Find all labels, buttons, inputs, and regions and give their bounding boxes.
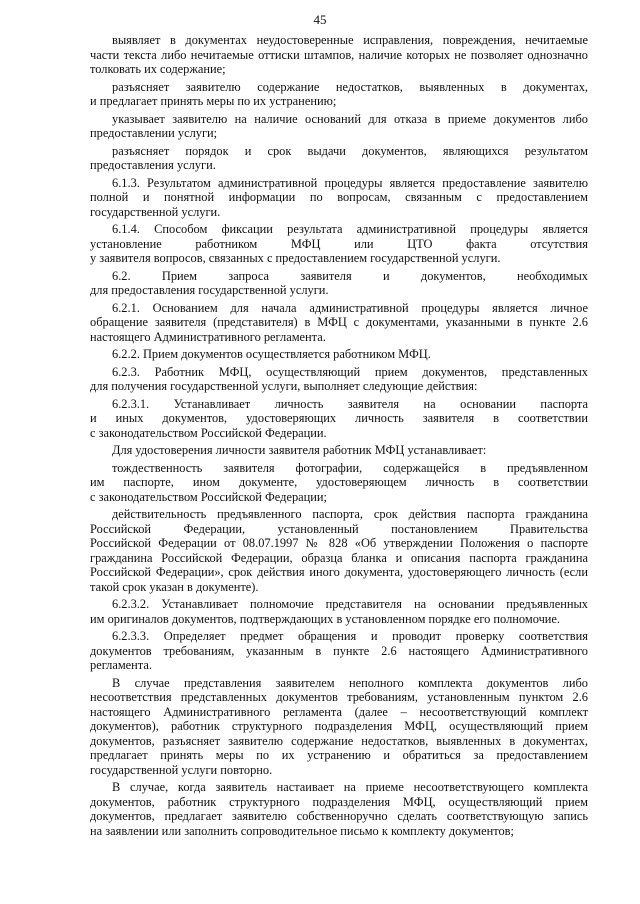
text-line: Российской Федерации, установленный постановлением Правительства [90, 521, 588, 536]
text-line: для предоставления государственной услуги. [90, 283, 329, 297]
text-line: документов, работник структурного подразделения МФЦ, осуществляющий прием [90, 794, 588, 809]
text-line: части текста либо нечитаемые оттиски штампов, наличие которых не позволяет однозначно [90, 47, 588, 62]
page-number: 45 [313, 12, 327, 27]
text-line: разъясняет заявителю содержание недостатков, выявленных в документах, [112, 79, 588, 94]
text-line: государственной услуги повторно. [90, 762, 273, 777]
text-line: Российской Федерации от 08.07.1997 № 828 «Об утверждении Положения о паспорте [90, 536, 588, 550]
text-line: установление работником МФЦ или ЦТО факта отсутствия [90, 236, 588, 251]
text-line: В случае, когда заявитель настаивает на приеме несоответствующего комплекта [112, 780, 588, 794]
text-line: 6.2.3.3. Определяет предмет обращения и проводит проверку соответствия [112, 629, 588, 643]
text-line: выявляет в документах неудостоверенные исправления, повреждения, нечитаемые [112, 33, 588, 47]
text-line: документов), работник структурного подразделения МФЦ, осуществляющий прием [90, 719, 588, 733]
text-line: 6.1.4. Способом фиксации результата административной процедуры является [112, 222, 588, 236]
text-line: разъясняет порядок и срок выдачи документов, являющихся результатом [112, 143, 588, 158]
text-line: документов, разъясняет заявителю содержание недостатков, выявленных в документах, [90, 733, 588, 748]
text-line: Для удостоверения личности заявителя работник МФЦ устанавливает: [112, 443, 487, 457]
text-line: указывает заявителю на наличие оснований для отказа в приеме документов либо [112, 111, 588, 126]
text-line: им паспорте, ином документе, удостоверяющем личность в соответствии [90, 475, 588, 489]
text-line: им оригиналов документов, подтверждающих в установленном порядке его полномочие. [90, 611, 561, 626]
text-line: на заявлении или заполнить сопроводительное письмо к комплекту документов; [90, 823, 514, 838]
text-line: 6.2. Прием запроса заявителя и документов, необходимых [112, 268, 588, 283]
text-line: полной и понятной информации по вопросам, связанным с предоставлением [90, 190, 588, 204]
text-line: и иных документов, удостоверяющих личность заявителя в соответствии [90, 411, 588, 425]
text-line: у заявителя вопросов, связанных с предоставлением государственной услуги. [90, 251, 501, 265]
text-line: предлагает принять меры по их устранению и обратиться за предоставлением [90, 748, 588, 762]
text-line: тождественность заявителя фотографии, содержащейся в предъявленном [112, 460, 588, 475]
text-line: 6.1.3. Результатом административной процедуры является предоставление заявителю [112, 175, 588, 190]
text-line: Российской Федерации», срок действия иного документа, удостоверяющего личность (если [90, 565, 588, 579]
text-line: с законодательством Российской Федерации; [90, 489, 327, 504]
text-line: обращение заявителя (представителя) в МФЦ с документами, указанными в пункте 2.6 [90, 315, 588, 329]
text-line: с законодательством Российской Федерации. [90, 425, 327, 440]
text-line: 6.2.3. Работник МФЦ, осуществляющий прием документов, представленных [112, 364, 588, 379]
text-line: 6.2.3.2. Устанавливает полномочие представителя на основании предъявленных [112, 597, 588, 611]
text-line: государственной услуги. [90, 204, 221, 219]
text-line: регламента. [90, 658, 152, 672]
text-line: документов требованиям, указанным в пункте 2.6 настоящего Административного [90, 643, 588, 658]
text-line: документов, предлагает заявителю собственноручно сделать соответствующую запись [90, 809, 588, 823]
text-line: несоответствия представленных документов требованиям, установленным пунктом 2.6 [90, 690, 588, 704]
text-line: толковать их содержание; [90, 62, 226, 76]
text-line: предоставлении услуги; [90, 126, 218, 140]
text-line: такой срок указан в документе). [90, 579, 259, 594]
text-line: действительность предъявленного паспорта, срок действия паспорта гражданина [112, 507, 588, 521]
text-line: 6.2.2. Прием документов осуществляется работником МФЦ. [112, 347, 431, 361]
text-line: предоставления услуги. [90, 158, 216, 172]
text-line: для получения государственной услуги, выполняет следующие действия: [90, 379, 478, 393]
text-line: 6.2.1. Основанием для начала административной процедуры является личное [112, 300, 588, 315]
text-line: гражданина Российской Федерации, образца бланка и описания паспорта гражданина [90, 550, 588, 565]
text-line: настоящего Административного регламента (далее – несоответствующий комплект [90, 704, 588, 719]
text-line: В случае представления заявителем неполного комплекта документов либо [112, 675, 588, 690]
text-line: 6.2.3.1. Устанавливает личность заявителя на основании паспорта [112, 396, 588, 411]
document-body [90, 33, 588, 838]
text-line: настоящего Административного регламента. [90, 329, 326, 344]
text-line: и предлагает принять меры по их устранению; [90, 94, 337, 108]
